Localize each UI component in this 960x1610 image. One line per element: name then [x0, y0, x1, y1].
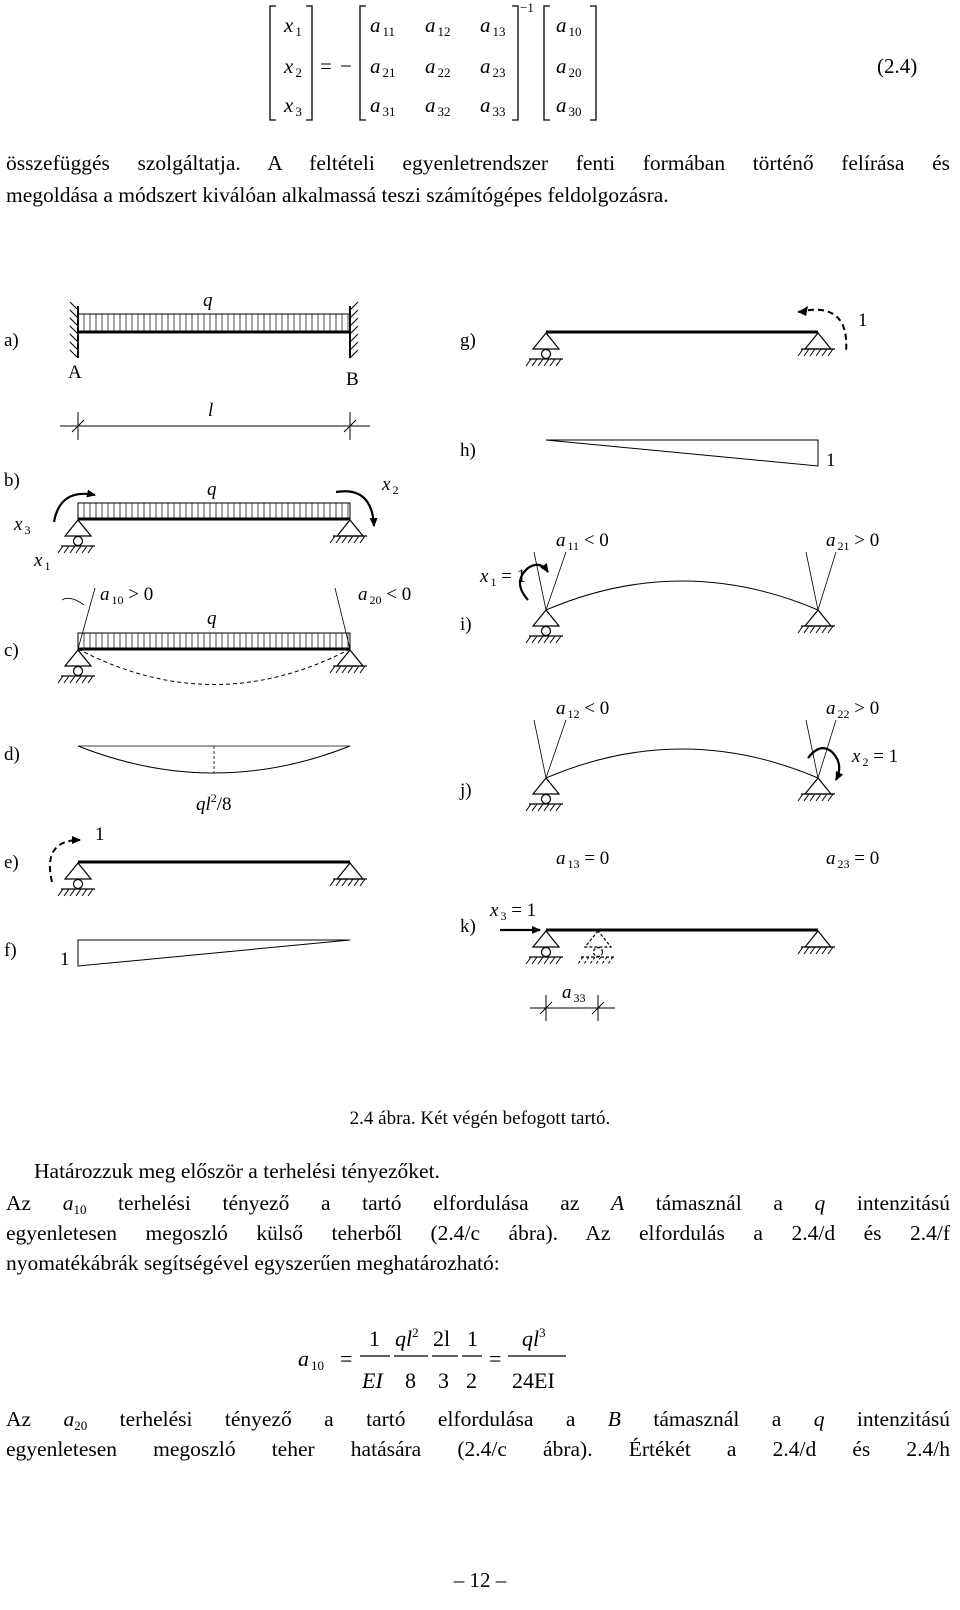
svg-text:x3: x $_3$ [14, 514, 31, 537]
panel-e-beam [50, 824, 367, 896]
panel-label-b: b) [4, 470, 20, 491]
svg-text:a10: a 10 [556, 13, 582, 39]
svg-text:a13 = 0: a $_{13}$ = 0 [556, 848, 610, 871]
svg-text:24EI: 24EI [512, 1368, 555, 1393]
panel-a-load-q: q [203, 290, 213, 311]
svg-text:a11: a 11 [370, 13, 396, 39]
svg-text:a30: a 30 [556, 93, 582, 119]
page-number: – 12 – [453, 1568, 507, 1592]
svg-text:a10: a 10 [298, 1346, 324, 1373]
load-hatch [84, 314, 348, 332]
paragraph-2-line-1: Határozzuk meg először a terhelési tényezőket. [34, 1159, 440, 1183]
panel-label-c: c) [4, 640, 19, 661]
eq-x3: x [284, 93, 294, 117]
svg-text:a10 > 0: a $_{10}$ > 0 [100, 584, 154, 607]
svg-text:a33: a $_{33}$ [562, 982, 586, 1005]
svg-text:x1: x 1 [284, 13, 302, 39]
svg-text:a12 < 0: a $_{12}$ < 0 [556, 698, 610, 721]
eq-x2: x [284, 54, 294, 78]
svg-text:x3 = 1: x $_3$ = 1 [490, 900, 537, 923]
panel-i-beam [479, 530, 879, 643]
load-hatch [84, 503, 348, 519]
svg-text:x2 = 1: x $_2$ = 1 [852, 746, 899, 769]
svg-text:8: 8 [405, 1368, 416, 1393]
panel-h-unit: 1 [826, 450, 836, 471]
panel-label-k: k) [460, 916, 476, 937]
panel-f-unit: 1 [60, 949, 70, 970]
span-l-label: l [208, 400, 214, 421]
panel-g-unit: 1 [858, 310, 868, 331]
support-A-label: A [68, 362, 82, 383]
support-B-label: B [346, 369, 359, 390]
paragraph-1-line-2: megoldása a módszert kiválóan alkalmassá teszi számítógépes feldolgozásra. [6, 183, 669, 207]
paragraph-3-line-1: Az $a_{20}$ terhelési tényező a tartó elfordulása a B támasznál a q intenzitású [6, 1407, 950, 1433]
svg-text:2: 2 [466, 1368, 477, 1393]
load-hatch [84, 633, 348, 649]
svg-text:a31: a 31 [370, 93, 396, 119]
panel-c-beam [58, 584, 411, 685]
panel-label-h: h) [460, 440, 476, 461]
svg-text:x2: x $_2$ [382, 474, 399, 497]
svg-text:x1: x $_1$ [34, 550, 51, 573]
panel-label-e: e) [4, 852, 19, 873]
panel-g-beam [526, 306, 868, 366]
panel-label-d: d) [4, 744, 20, 765]
panel-b-beam [13, 474, 398, 573]
eq-inverse-exp: −1 [520, 0, 534, 15]
svg-text:a13: a 13 [480, 13, 506, 39]
panel-label-g: g) [460, 330, 476, 351]
svg-text:EI: EI [362, 1368, 383, 1393]
svg-text:a22: a 22 [425, 54, 451, 80]
equation-2-4-graphics [0, 0, 960, 130]
svg-text:ql3: $ql^3$ [522, 1325, 546, 1351]
svg-text:a12: a 12 [425, 13, 451, 39]
svg-text:a33: a 33 [480, 93, 506, 119]
eq-number: (2.4) [877, 54, 918, 78]
eq-x1: x [284, 13, 294, 37]
panel-e-unit: 1 [95, 824, 105, 845]
span-dimension [60, 400, 370, 440]
svg-text:ql2: $ql^2$ [395, 1325, 419, 1351]
panel-c-load-q: q [207, 608, 217, 629]
svg-text:3: 3 [438, 1368, 449, 1393]
svg-text:1: 1 [369, 1326, 380, 1351]
svg-text:2l: 2l [433, 1326, 451, 1351]
panel-label-a: a) [4, 330, 19, 351]
panel-d-moment [78, 746, 350, 815]
svg-text:x2: x 2 [284, 54, 302, 80]
svg-text:a21 > 0: a $_{21}$ > 0 [826, 530, 880, 553]
panel-label-j: j) [460, 780, 472, 801]
panel-j-beam [526, 698, 898, 811]
paragraph-2-line-3: egyenletesen megoszló külső teherből (2.4/c ábra). Az elfordulás a 2.4/d és 2.4/f [6, 1221, 950, 1245]
panel-b-load-q: q [207, 479, 217, 500]
svg-text:a20 < 0: a $_{20}$ < 0 [358, 584, 412, 607]
paragraph-2-line-4: nyomatékábrák segítségével egyszerűen meghatározható: [6, 1251, 500, 1275]
panel-h-moment [546, 440, 836, 471]
svg-text:1: 1 [467, 1326, 478, 1351]
formula-a10 [0, 1310, 960, 1400]
svg-text:=: = [340, 1346, 353, 1371]
panel-a-beam [68, 290, 359, 390]
panel-label-f: f) [4, 940, 17, 961]
svg-text:x3: x 3 [284, 93, 302, 119]
svg-text:a32: a 32 [425, 93, 451, 119]
paragraph-2-line-2: Az $a_{10}$ terhelési tényező a tartó elfordulása az A támasznál a q intenzitású [6, 1191, 950, 1217]
svg-text:a20: a 20 [556, 54, 582, 80]
paragraph-3-line-2: egyenletesen megoszló teher hatására (2.4/c ábra). Értékét a 2.4/d és 2.4/h [6, 1437, 950, 1461]
svg-text:a11 < 0: a $_{11}$ < 0 [556, 530, 609, 553]
panel-label-i: i) [460, 614, 472, 635]
eq-equals: = [320, 54, 332, 78]
svg-text:a23 = 0: a $_{23}$ = 0 [826, 848, 880, 871]
eq-minus: − [340, 54, 352, 78]
panel-k-beam [489, 848, 879, 1021]
panel-f-moment [60, 940, 350, 970]
figure-2-4 [0, 270, 960, 1100]
figure-caption: 2.4 ábra. Két végén befogott tartó. [349, 1108, 611, 1129]
paragraph-1-line-1: összefüggés szolgáltatja. A feltételi egyenletrendszer fenti formában történő felírása és [6, 151, 950, 175]
svg-text:=: = [489, 1346, 502, 1371]
svg-text:a23: a 23 [480, 54, 506, 80]
svg-text:ql2/8: $ql^2/8$ [196, 791, 232, 815]
svg-text:a22 > 0: a $_{22}$ > 0 [826, 698, 880, 721]
svg-text:x1 = 1: x $_1$ = 1 [480, 566, 527, 589]
svg-text:a21: a 21 [370, 54, 396, 80]
